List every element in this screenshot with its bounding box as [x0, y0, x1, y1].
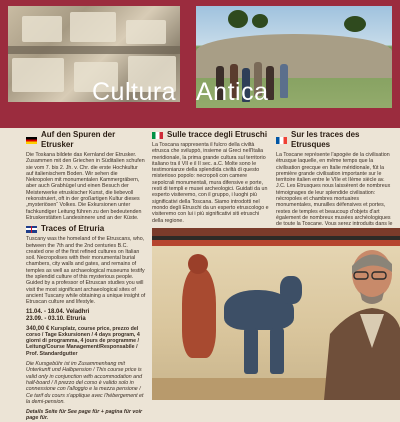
- italian-body: La Toscana rappresenta il fulcro della civiltà etrusca che sviluppò, insieme ai Greci nell'Italia meridionale, la prima grande cultura sul territorio italiano tra il VII e il II sec. a.C. Molte sono le testimonianze della splendida civiltà di questo misterioso popolo: necropoli con camere sepolcrali monumentali, mura difensive e porte, resti di templi e musei archeologici. Guidati da un esperto visiteremo, con il gruppo, i luoghi più significativi della Toscana. Siamo introdotti nel mondo degli Etruschi da un esperto etruscologo e visiteremo con lui i più significativi siti etruschi della regione.: [152, 142, 269, 224]
- italian-flag-icon: [152, 132, 163, 139]
- top-banner: [0, 0, 400, 128]
- german-body: Die Toskana bildete das Kernland der Etrusker. Zusammen mit den Griechen in Süditalien schufen sie vom 7. bis 2. Jh. v. Chr. die erste Hochkultur auf italienischem Boden. Wir sehen die Nekropolen mit monumentalen Kammergräbern, aber auch Grabhügel und einen Besuch der Meisterwerke etruskischer Kunst, die liebevoll rekonstruiert, oft in der großartigen Kultur dieses „mysteriösen“ Volkes. Die Exkursionen unter fachkundiger Leitung führen zu den bedeutenden Etruskerstätten Landesinnere und an der Küste.: [26, 152, 145, 221]
- price-amount: 340,00 €: [26, 325, 50, 332]
- french-heading-text: Sur les traces des Etrusques: [291, 130, 360, 149]
- price-block: [26, 326, 146, 357]
- german-heading-text: Auf den Spuren der Etrusker: [41, 130, 116, 149]
- english-heading-text: Traces of Etruria: [41, 224, 105, 234]
- left-column: [26, 130, 146, 422]
- german-heading: [26, 130, 146, 150]
- tour-dates: [26, 309, 146, 324]
- banner-title-cultura: Cultura: [92, 78, 177, 106]
- tour-date-2: 23.09. - 03.10. Etruria: [26, 316, 86, 323]
- tour-date-1: 11.04. - 18.04. Veladhri: [26, 308, 90, 315]
- italian-heading-text: Sulle tracce degli Etruschi: [167, 130, 268, 139]
- fresco-guide-photo: [152, 228, 400, 400]
- english-body: Tuscany was the homeland of the Etruscans, who, between the 7th and the 2nd centuries B.C. created one of the first refined cultures on Italian soil. Necropolises with their monumental burial chambers, city walls and gates, and remains of temples as well as archaeological museums testify the splendid culture of this mysterious people. Guided by a professor of Etruscan studies you will visit the most significant archaeological sites of ancient Tuscany while obtaining a unique insight of Etruscan culture and lifestyle.: [26, 236, 146, 306]
- price-text: Kursplatz, course price, prezzo del corso / Tage Exkursionen / 4 days program, 4 giorni di programma, 4 jours de programme / Leitung/Course Management/Responsabile / Prof. Standardgutter: [26, 325, 140, 357]
- french-heading: [276, 130, 394, 150]
- banner-title-antica: Antica: [196, 78, 269, 106]
- english-flag-icon: [26, 226, 37, 233]
- german-flag-icon: [26, 137, 37, 144]
- english-heading: [26, 224, 146, 234]
- middle-column: [152, 130, 270, 227]
- footer-note: Details Seite für See page für + pagina für voir page für.: [26, 409, 143, 422]
- italian-heading: [152, 130, 270, 140]
- guide-portrait: [320, 238, 400, 400]
- french-body: La Toscane représente l'apogée de la civilisation étrusque laquelle, en même temps que la civilisation grecque en Italie méridionale, fût la première grande civilisation importante sur le territoire italien entre le VIIe et IIème siècle av. J.C. Les Etrusques nous laissèrent de nombreux témoignages de leur splendide civilisation: nécropoles et chambres mortuaires monumentales, murailles défensives et portes, restes de temples et beaucoup d'objets d'art également de nombreux musées archéologiques de toute la Toscane. Vous serez introduits dans le: [276, 152, 393, 228]
- french-flag-icon: [276, 137, 287, 144]
- price-note: Die Kursgebühr ist im Zusammenhang mit Unterkunft und Halbpension / This course price is valid only in conjunction with accommodation and half-board / Il prezzo del corso è valido solo in connessione con l'alloggio e la mezza pensione / Ce tarif du cours s'applique avec l'hébergement et la demi-pension.: [26, 361, 144, 405]
